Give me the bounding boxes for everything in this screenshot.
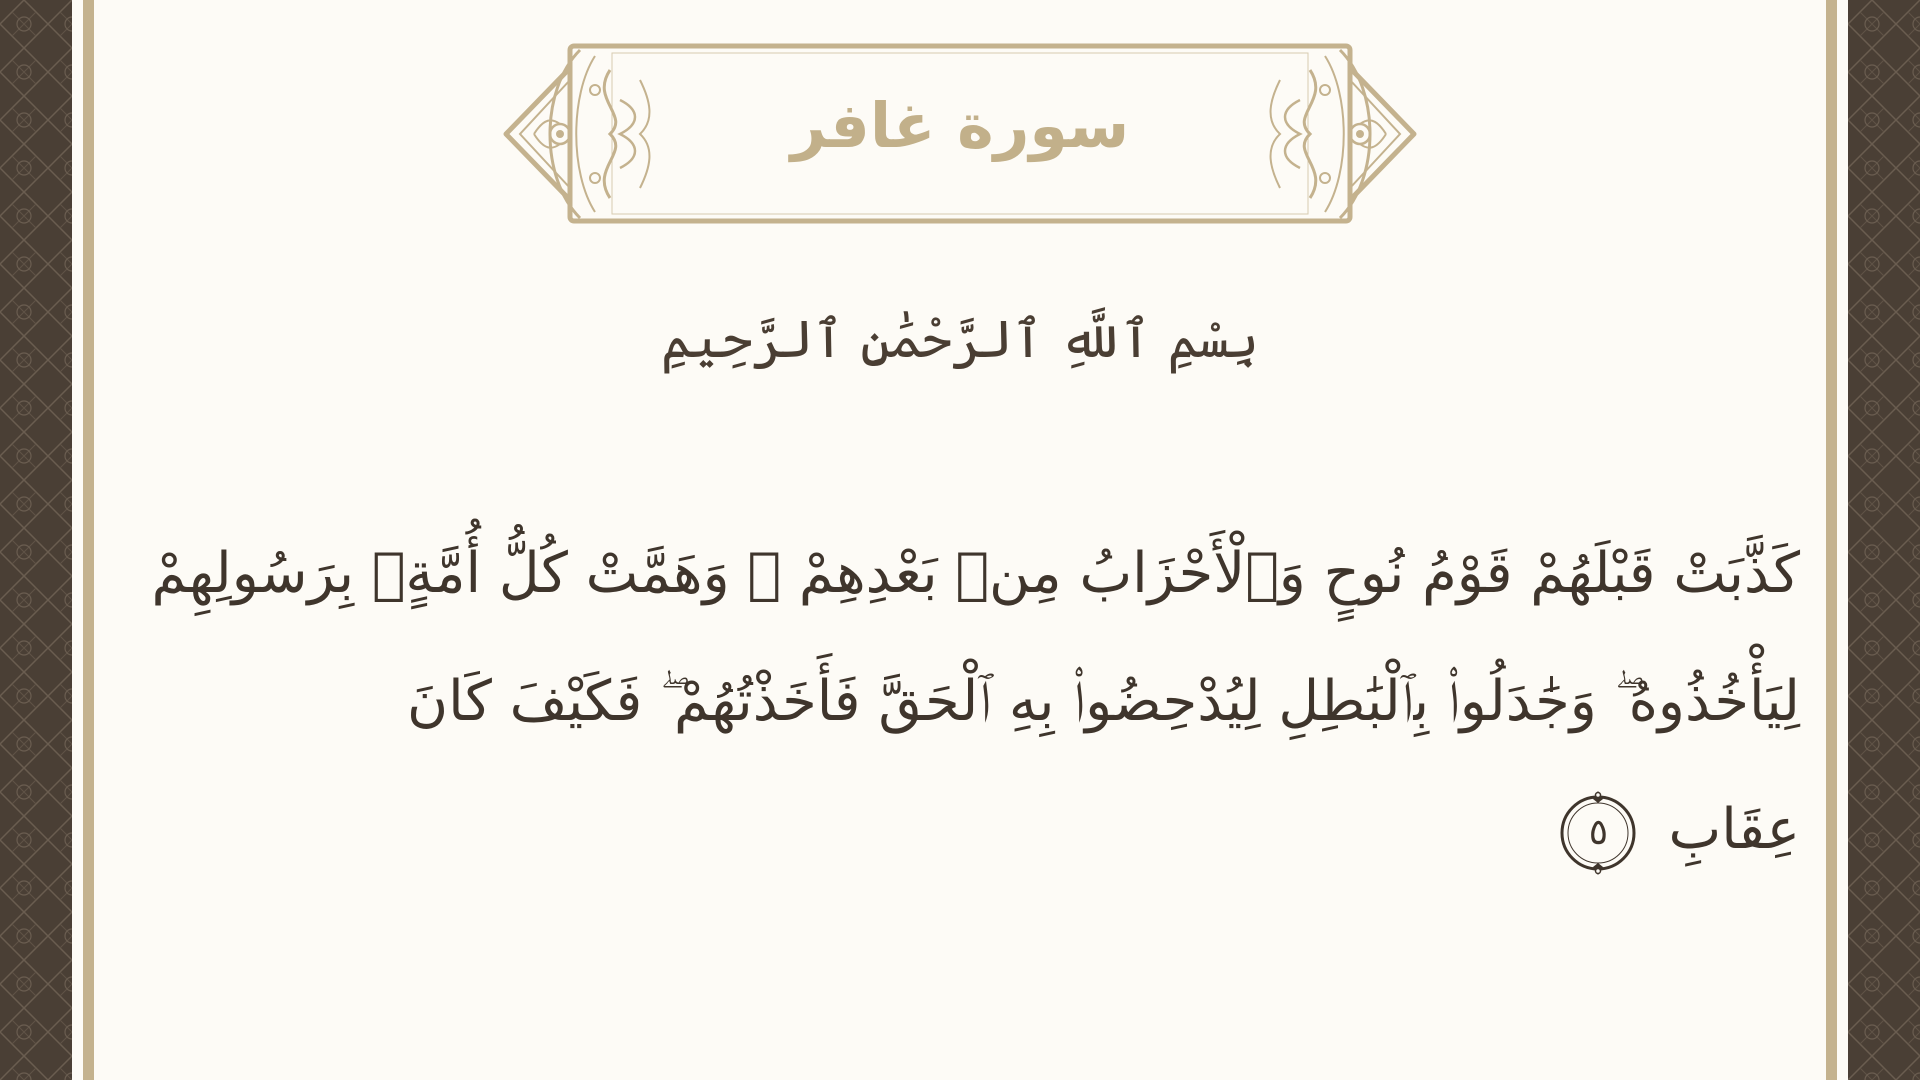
verse-line-3 [120,766,1800,894]
page-margin-left [72,0,83,1080]
left-gold-rule [83,0,94,1080]
page-margin-right [1837,0,1848,1080]
right-gold-rule [1826,0,1837,1080]
basmala: بِسْمِ ٱللَّهِ ٱلرَّحْمَٰنِ ٱلرَّحِيمِ [660,310,1260,370]
verse-text [120,510,1800,894]
verse-line-3-text: عِقَابِ [1668,797,1800,862]
ayah-number: ٥ [1588,811,1609,853]
left-ornamental-border [0,0,72,1080]
surah-title: سورة غافر [790,89,1130,162]
ayah-number-marker [1556,791,1640,875]
right-ornamental-border [1848,0,1920,1080]
verse-line-2: لِيَأْخُذُوهُ ۖ وَجَٰدَلُوا۟ بِٱلْبَٰطِلِ لِيُدْحِضُوا۟ بِهِ ٱلْحَقَّ فَأَخَذْتُهُمْ ۖ فَكَيْفَ كَانَ [407,669,1800,734]
verse-line-1: كَذَّبَتْ قَبْلَهُمْ قَوْمُ نُوحٍ وَٱلْأَحْزَابُ مِنۢ بَعْدِهِمْ ۖ وَهَمَّتْ كُلُّ أُمَّةٍۭ بِرَسُولِهِمْ [151,541,1800,606]
